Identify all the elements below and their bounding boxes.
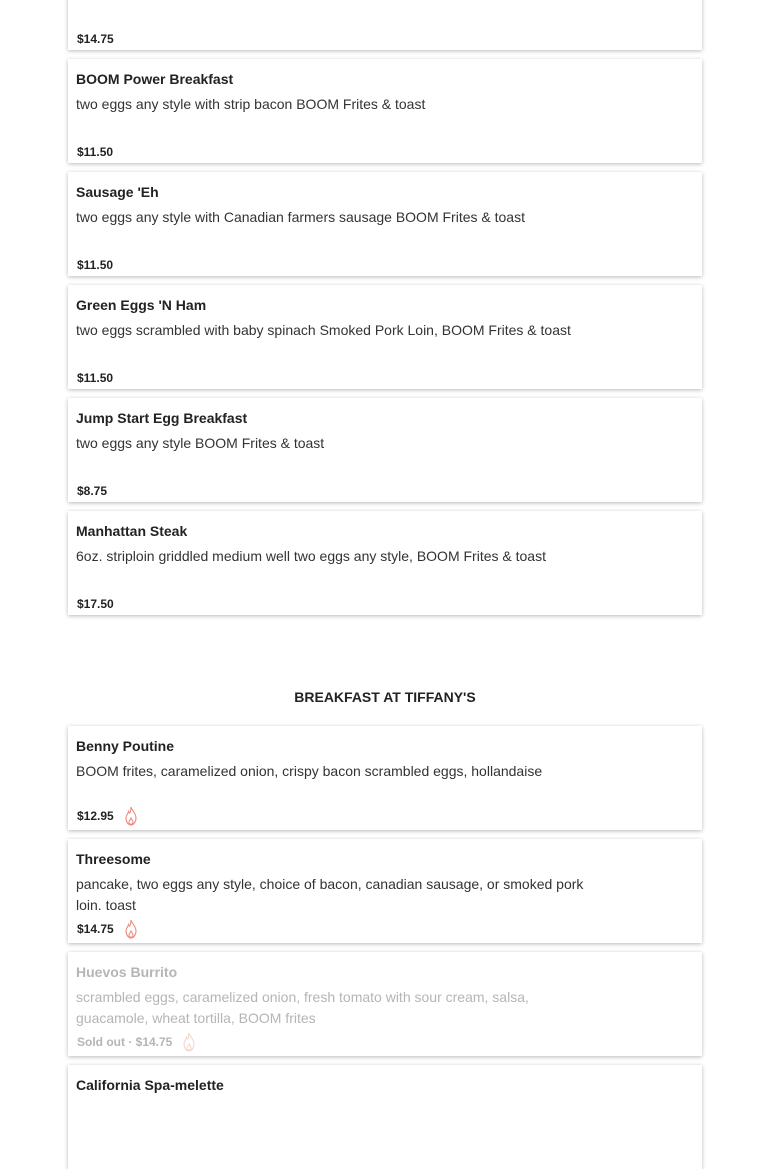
menu-item-card[interactable] [68,285,702,389]
item-description: 6oz. striploin griddled medium well two eggs any style, BOOM Frites & toast [76,548,546,564]
menu-item-card[interactable] [68,398,702,502]
item-description: scrambled eggs, caramelized onion, fresh tomato with sour cream, salsa, guacamole, wheat tortilla, BOOM frites [76,989,529,1026]
flame-icon [180,1032,198,1052]
menu-item-card[interactable] [68,1065,702,1169]
menu-item-card[interactable] [68,172,702,276]
item-description: two eggs scrambled with baby spinach Smoked Pork Loin, BOOM Frites & toast [76,322,571,338]
item-price: $11.50 [77,258,114,272]
item-name: Sausage 'Eh [76,184,159,200]
flame-icon [122,919,140,939]
menu-item-card[interactable] [68,59,702,163]
menu-item-card[interactable] [68,726,702,830]
item-price: $17.50 [77,597,114,611]
item-name: BOOM Power Breakfast [76,71,234,87]
item-description: two eggs any style BOOM Frites & toast [76,435,325,451]
section-title: BREAKFAST AT TIFFANY'S [294,689,476,705]
item-name: Threesome [76,851,151,867]
item-price [77,1032,198,1052]
item-description: BOOM frites, caramelized onion, crispy bacon scrambled eggs, hollandaise [76,763,543,779]
item-name: Huevos Burrito [76,964,178,980]
flame-icon [122,806,140,826]
item-price: $11.50 [77,371,114,385]
item-description: pancake, two eggs any style, choice of bacon, canadian sausage, or smoked pork loin. toast [76,876,584,913]
item-price: $8.75 [77,484,108,498]
item-name: Green Eggs 'N Ham [76,297,207,313]
item-name: Manhattan Steak [76,523,188,539]
menu-item-card[interactable] [68,511,702,615]
menu-item-card[interactable] [68,839,702,943]
menu-item-card[interactable] [68,0,702,50]
item-name: California Spa-melette [76,1077,224,1093]
item-price: $14.75 [77,32,114,46]
item-description: two eggs any style with Canadian farmers sausage BOOM Frites & toast [76,209,525,225]
item-price: $14.75 [77,919,140,939]
item-price: $12.95 [77,806,140,826]
sold-out-label: Sold out · $14.75 [77,1035,173,1049]
menu-item-card[interactable] [68,952,702,1056]
item-price: $11.50 [77,145,114,159]
item-description: two eggs any style with strip bacon BOOM Frites & toast [76,96,426,112]
item-name: Benny Poutine [76,738,175,754]
item-name: Jump Start Egg Breakfast [76,410,248,426]
